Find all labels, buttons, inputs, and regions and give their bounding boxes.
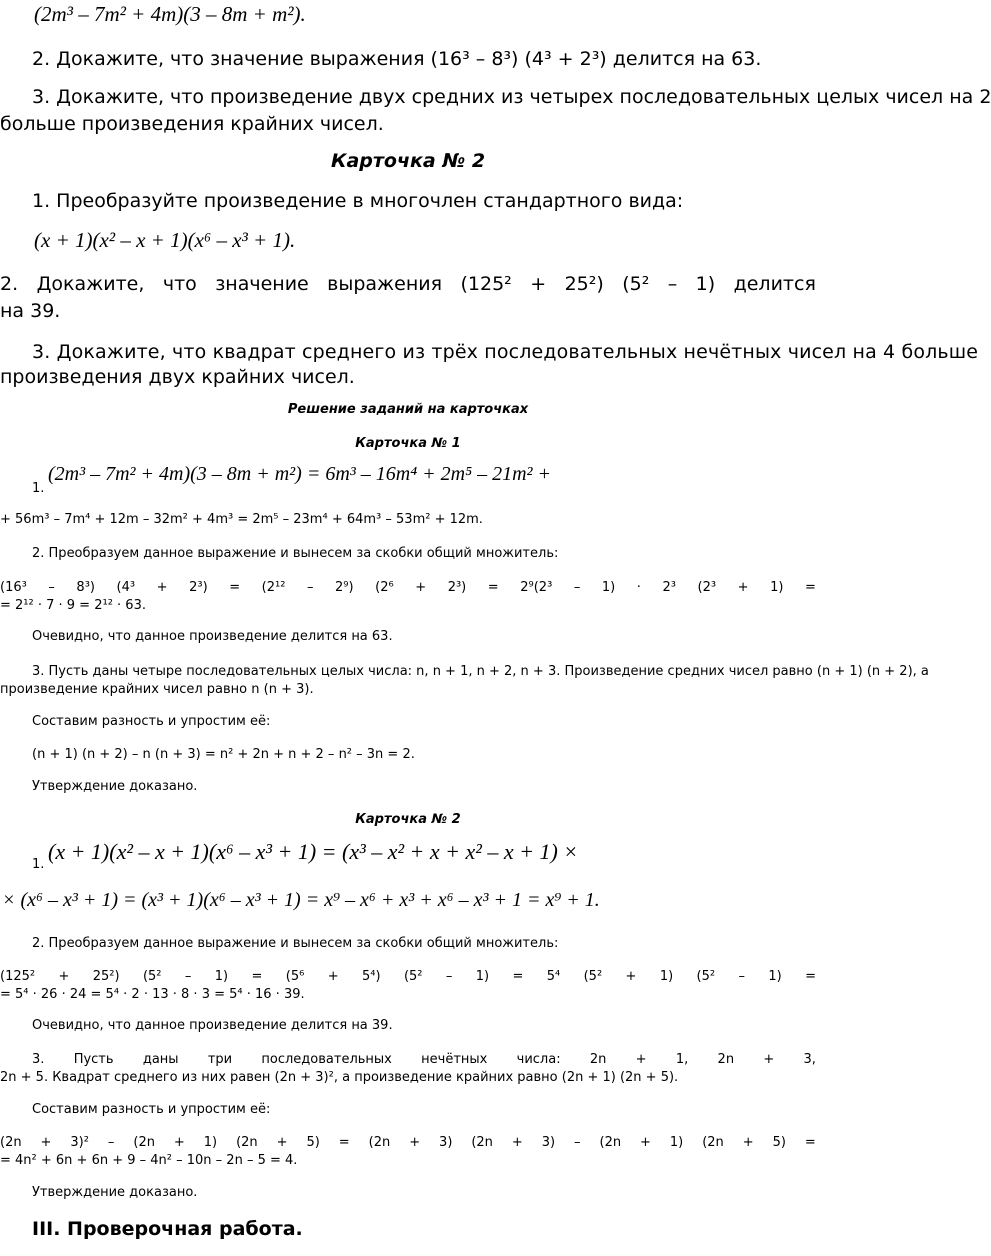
word: делится (733, 273, 816, 295)
word: (5² (403, 969, 423, 984)
word: 5⁴ (546, 969, 561, 984)
word: + (415, 580, 427, 595)
word: нечётных (421, 1052, 488, 1067)
word: – (574, 1135, 581, 1150)
card2-task1: 1. Преобразуйте произведение в многочлен стандартного вида: (32, 190, 684, 212)
word: = (804, 580, 816, 595)
word: (2n (133, 1135, 155, 1150)
card2-task2-line2: на 39. (0, 300, 61, 322)
solution2-3-calc-line2: = 4n² + 6n + 6n + 9 – 4n² – 10n – 2n – 5 = 4. (0, 1153, 298, 1168)
word: 2n (717, 1052, 735, 1067)
word: 25²) (564, 273, 604, 295)
word: + (737, 580, 749, 595)
word: + (276, 1135, 288, 1150)
solutions-title: Решение заданий на карточках (287, 402, 529, 417)
solution2-3-line1 (32, 1052, 816, 1067)
word: – (445, 969, 453, 984)
word: – (184, 969, 192, 984)
word: (2n (599, 1135, 622, 1150)
word: – (667, 273, 678, 295)
word: 3, (803, 1052, 816, 1067)
task1-2: 2. Докажите, что значение выражения (16³ – 8³) (4³ + 2³) делится на 63. (32, 48, 762, 70)
word: (5² (583, 969, 603, 984)
word: 3)² (70, 1135, 89, 1150)
word: = (487, 580, 499, 595)
word: 5) (772, 1135, 786, 1150)
card2-title: Карточка № 2 (330, 150, 486, 172)
word: (5² (142, 969, 162, 984)
task1-3-line1: 3. Докажите, что произведение двух средних из четырех последовательных целых чисел на 2 (32, 86, 991, 108)
word: + (635, 1052, 647, 1067)
word: 3) (541, 1135, 556, 1150)
word: – (107, 1135, 115, 1150)
solution1-3-line2: произведение крайних чисел равно n (n + 3). (0, 682, 314, 697)
solution2-expression-line1: (x + 1)(x² – x + 1)(x⁶ – x³ + 1) = (x³ – x² + x + x² – x + 1) × (48, 839, 579, 864)
word: (2⁶ (375, 580, 394, 595)
top-expression: (2m³ – 7m² + 4m)(3 – 8m + m²). (34, 2, 306, 26)
solution1-3-conclusion: Утверждение доказано. (32, 779, 198, 794)
word: – (738, 969, 745, 984)
word: + (58, 969, 70, 984)
word: (5² (622, 273, 650, 295)
word: 2⁹) (335, 580, 354, 595)
card2-expression: (x + 1)(x² – x + 1)(x⁶ – x³ + 1). (34, 228, 296, 252)
word: (2n (236, 1135, 258, 1150)
solution1-continuation: + 56m³ – 7m⁴ + 12m – 32m² + 4m³ = 2m⁵ – 23m⁴ + 64m³ – 53m² + 12m. (0, 512, 483, 527)
solution1-3-calc: (n + 1) (n + 2) – n (n + 3) = n² + 2n + n + 2 – n² – 3n = 2. (32, 747, 415, 762)
solution1-3-intro: Составим разность и упростим её: (32, 714, 271, 729)
word: (125² (0, 969, 36, 984)
word: 2. (0, 273, 19, 295)
word: = (804, 1135, 816, 1150)
word: 1) (214, 969, 229, 984)
word: + (409, 1135, 421, 1150)
solution2-number: 1. (32, 857, 45, 872)
word: 2³ (662, 580, 676, 595)
word: · (636, 580, 641, 595)
word: 2n (589, 1052, 607, 1067)
word: + (156, 580, 168, 595)
word: 1) (695, 273, 716, 295)
word: 1) (770, 580, 784, 595)
word: 1) (768, 969, 782, 984)
word: 2³) (447, 580, 467, 595)
solution2-3-calc-line1 (0, 1135, 816, 1150)
solution1-expression: (2m³ – 7m² + 4m)(3 – 8m + m²) = 6m³ – 16m⁴ + 2m⁵ – 21m² + (48, 463, 551, 485)
solution2-3-conclusion: Утверждение доказано. (32, 1185, 198, 1200)
section-title: III. Проверочная работа. (32, 1218, 303, 1240)
word: = (805, 969, 816, 984)
word: = (512, 969, 524, 984)
word: (125² (460, 273, 512, 295)
word: 2⁹(2³ (520, 580, 553, 595)
word: + (173, 1135, 185, 1150)
word: (2n (0, 1135, 22, 1150)
word: 1) (601, 580, 616, 595)
solution2-2-calc-line1 (0, 969, 816, 984)
word: даны (142, 1052, 179, 1067)
word: что (162, 273, 197, 295)
word: числа: (516, 1052, 561, 1067)
word: последовательных (261, 1052, 392, 1067)
card2-task3-line2: произведения двух крайних чисел. (0, 366, 355, 388)
word: 1) (203, 1135, 218, 1150)
solution2-2-calc-line2: = 5⁴ · 26 · 24 = 5⁴ · 2 · 13 · 8 · 3 = 5⁴ · 16 · 39. (0, 987, 305, 1002)
word: 3. (32, 1052, 45, 1067)
word: (5⁶ (285, 969, 305, 984)
word: 5⁴) (362, 969, 381, 984)
card2-task2-line1 (0, 273, 816, 295)
word: 1) (475, 969, 490, 984)
word: 1, (675, 1052, 689, 1067)
word: (2³ (697, 580, 717, 595)
word: (4³ (116, 580, 136, 595)
word: + (40, 1135, 52, 1150)
card2-task3-line1: 3. Докажите, что квадрат среднего из трёх последовательных нечётных чисел на 4 больше (32, 341, 979, 363)
word: (2n (368, 1135, 391, 1150)
solution2-2-conclusion: Очевидно, что данное произведение делится на 39. (32, 1018, 393, 1033)
solution1-2-calc-line1 (0, 580, 816, 595)
word: три (207, 1052, 233, 1067)
word: – (306, 580, 314, 595)
word: 2³) (189, 580, 208, 595)
solution2-3-intro: Составим разность и упростим её: (32, 1102, 271, 1117)
solution1-number: 1. (32, 481, 45, 496)
solution2-3-line2: 2n + 5. Квадрат среднего из них равен (2n + 3)², а произведение крайних равно (2n + 1) (2n + 5). (0, 1070, 679, 1085)
word: Докажите, (36, 273, 145, 295)
word: 8³) (76, 580, 95, 595)
word: + (530, 273, 547, 295)
word: + (625, 969, 637, 984)
word: + (327, 969, 339, 984)
word: 1) (669, 1135, 684, 1150)
word: + (763, 1052, 775, 1067)
word: 3) (439, 1135, 453, 1150)
word: 25²) (92, 969, 120, 984)
word: (5² (696, 969, 716, 984)
word: выражения (327, 273, 443, 295)
solution1-2-intro: 2. Преобразуем данное выражение и вынесем за скобки общий множитель: (32, 546, 559, 561)
solution1-2-calc-line2: = 2¹² · 7 · 9 = 2¹² · 63. (0, 598, 146, 613)
word: значение (215, 273, 309, 295)
solution1-2-conclusion: Очевидно, что данное произведение делится на 63. (32, 629, 393, 644)
word: (16³ (0, 580, 27, 595)
task1-3-line2: больше произведения крайних чисел. (0, 113, 384, 135)
word: 1) (659, 969, 674, 984)
word: – (573, 580, 581, 595)
word: Пусть (73, 1052, 114, 1067)
word: + (640, 1135, 651, 1150)
solution-card2-title: Карточка № 2 (355, 812, 461, 827)
solution1-3-line1: 3. Пусть даны четыре последовательных целых числа: n, n + 1, n + 2, n + 3. Произведение средних чисел равно (n + 1) (n + 2), а (32, 664, 929, 679)
word: + (511, 1135, 523, 1150)
word: (2n (471, 1135, 493, 1150)
word: (2n (702, 1135, 724, 1150)
word: = (251, 969, 263, 984)
solution2-expression-line2: × (x⁶ – x³ + 1) = (x³ + 1)(x⁶ – x³ + 1) = x⁹ – x⁶ + x³ + x⁶ – x³ + 1 = x⁹ + 1. (2, 889, 600, 911)
solution2-2-intro: 2. Преобразуем данное выражение и вынесем за скобки общий множитель: (32, 936, 559, 951)
word: = (338, 1135, 350, 1150)
word: – (48, 580, 55, 595)
word: + (742, 1135, 754, 1150)
word: 5) (306, 1135, 320, 1150)
word: = (229, 580, 241, 595)
word: (2¹² (261, 580, 286, 595)
solution-card1-title: Карточка № 1 (355, 436, 461, 451)
